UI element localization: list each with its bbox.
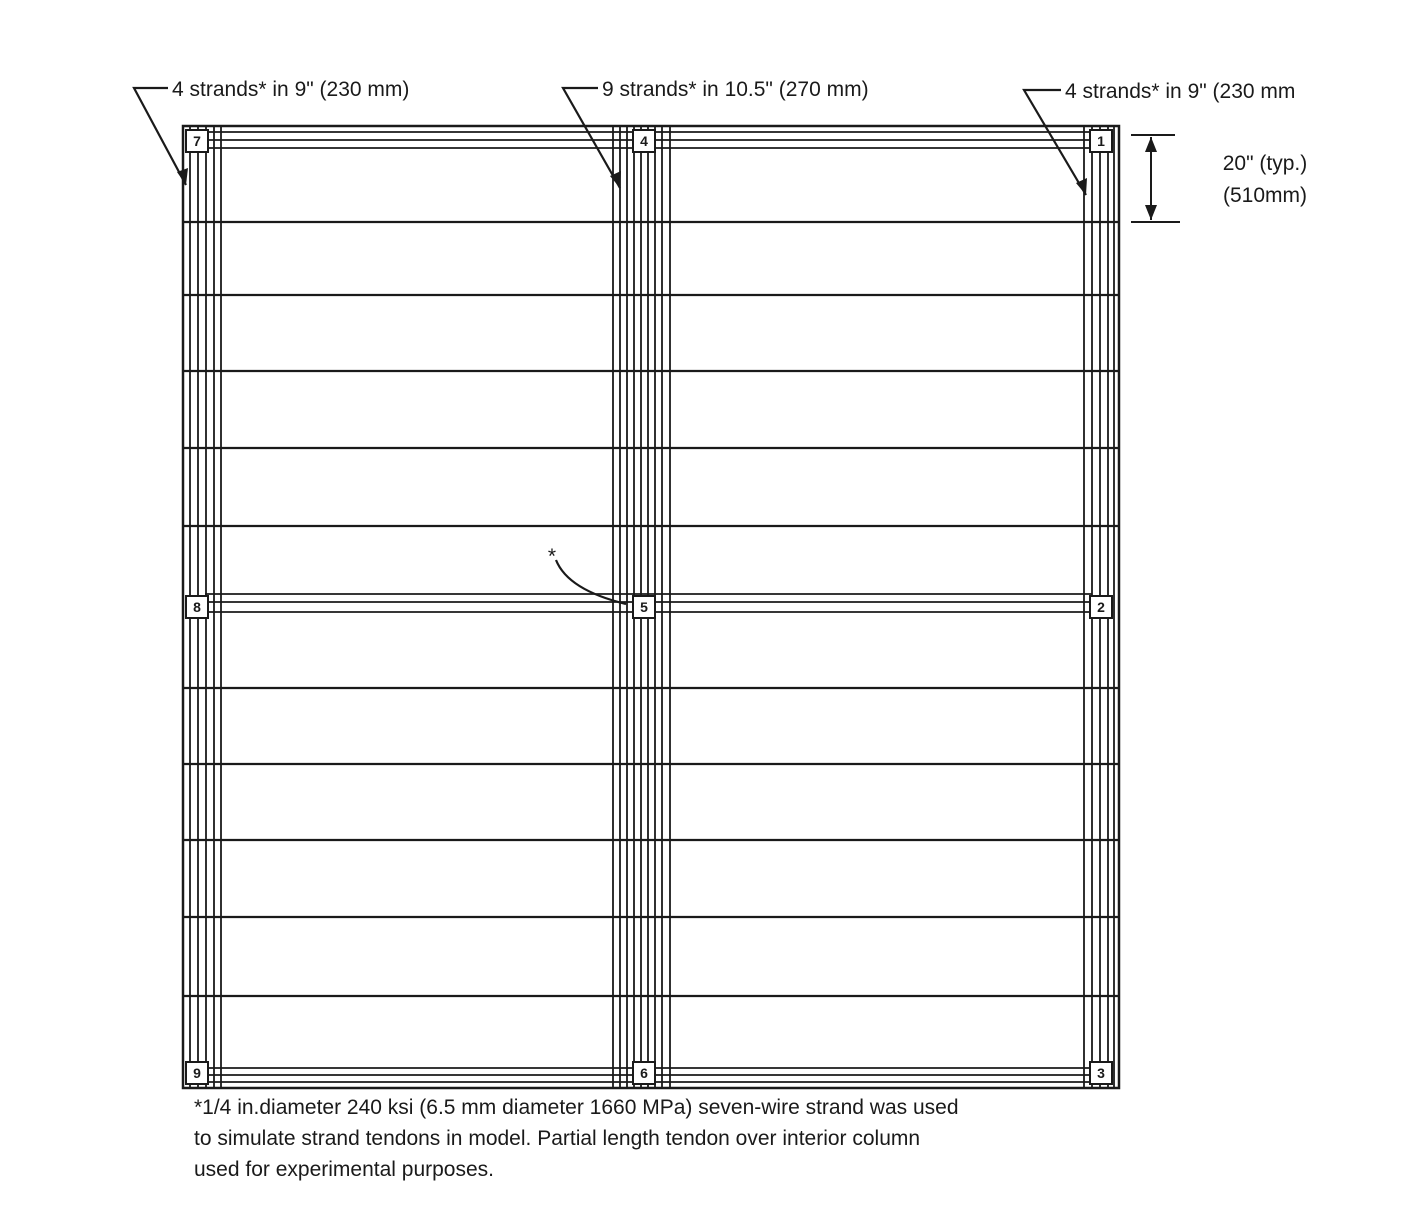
column-6 (633, 1062, 655, 1084)
column-3 (1090, 1062, 1112, 1084)
center-band-callout: 9 strands* in 10.5" (270 mm) (602, 78, 869, 101)
column-label: 5 (640, 599, 648, 615)
column-7 (186, 130, 208, 152)
right-leader (1024, 90, 1086, 195)
column-label: 9 (193, 1065, 201, 1081)
column-markers (186, 130, 1112, 1084)
column-1 (1090, 130, 1112, 152)
left-leader (134, 88, 186, 185)
column-5 (633, 596, 655, 618)
spacing-label: 20" (typ.) (1222, 152, 1308, 175)
center-leader (563, 88, 620, 188)
footnote-line-1: *1/4 in.diameter 240 ksi (6.5 mm diameter 1660 MPa) seven-wire strand was used (194, 1096, 959, 1119)
column-2 (1090, 596, 1112, 618)
column-label: 7 (193, 133, 201, 149)
partial-tendon-marker: * (547, 545, 557, 568)
column-4 (633, 130, 655, 152)
column-label: 3 (1097, 1065, 1105, 1081)
spacing-metric-label: (510mm) (1222, 184, 1308, 207)
column-label: 4 (640, 133, 648, 149)
left-band-callout: 4 strands* in 9" (230 mm) (172, 78, 410, 101)
column-label: 1 (1097, 133, 1105, 149)
column-label: 6 (640, 1065, 648, 1081)
column-label: 8 (193, 599, 201, 615)
right-band-callout: 4 strands* in 9" (230 mm (1065, 80, 1296, 103)
footnote-line-3: used for experimental purposes. (194, 1158, 494, 1181)
partial-tendon-leader (556, 560, 626, 604)
footnote (194, 1092, 1154, 1185)
column-label: 2 (1097, 599, 1105, 615)
column-9 (186, 1062, 208, 1084)
spacing-dimension (1131, 135, 1180, 222)
footnote-line-2: to simulate strand tendons in model. Partial length tendon over interior column (194, 1127, 921, 1150)
column-8 (186, 596, 208, 618)
